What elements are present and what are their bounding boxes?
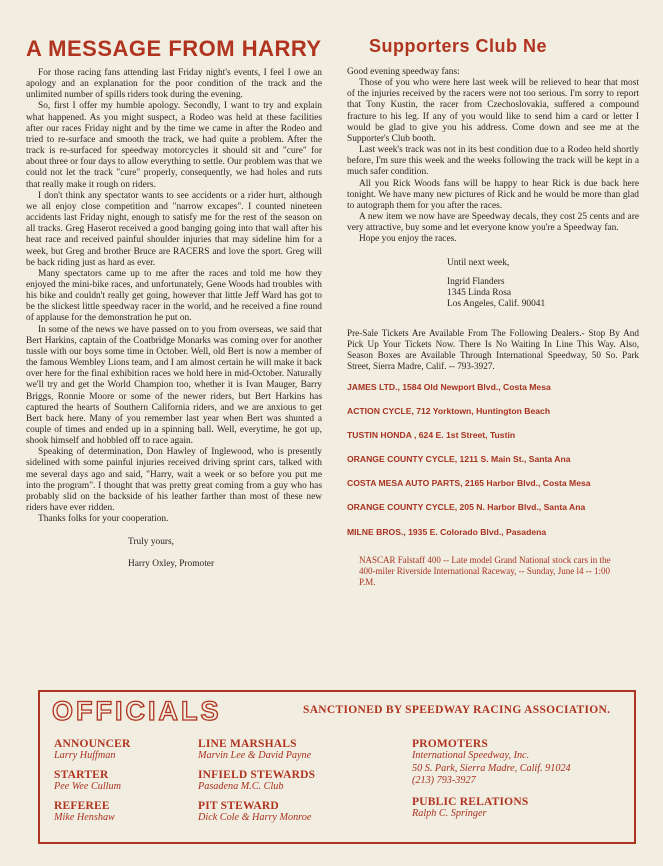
- dealer-list: [347, 382, 639, 537]
- message-paragraph: Speaking of determination, Don Hawley of Inglewood, who is presently sidelined with some painful injuries received driving sprint cars, talked with me several days ago and said, "Harry, wait a week or so before you put me into the program". I thought that was pretty great coming from a guy who has probably slid on the backside of his leather farther than most of these new riders have ever ridden.: [26, 447, 322, 514]
- signoff-street: 1345 Linda Rosa: [447, 287, 512, 298]
- nascar-notice: NASCAR Falstaff 400 -- Late model Grand National stock cars in the 400-miler Riverside International Raceway, -- Sunday, June l4 -- 1:00 P.M.: [359, 554, 611, 587]
- officials-box: [38, 690, 636, 844]
- official-role: PROMOTERS: [412, 738, 488, 750]
- message-signoff: [128, 537, 322, 570]
- signoff-name: Ingrid Flanders: [447, 276, 505, 287]
- dealer-item: TUSTIN HONDA , 624 E. 1st Street, Tustin: [347, 429, 516, 440]
- supporters-greeting: Good evening speedway fans:: [347, 67, 460, 77]
- message-paragraph: I don't think any spectator wants to see accidents or a rider hurt, although we all enjoy close competition and "narrow excapes". I counted nineteen accidents last Friday night, enough to satisfy me for the rest of the season on all tracks. Greg Haserot received a good banging going into that wall after his heat race and received painful shoulder injuries that may sideline him for a week, but Greg and brother Bruce are RACERS and love the sport. Greg will be back riding just as hard as ever.: [26, 190, 322, 268]
- dealer-item: MILNE BROS., 1935 E. Colorado Blvd., Pasadena: [347, 526, 547, 537]
- message-paragraph: Thanks folks for your cooperation.: [38, 514, 169, 525]
- official-name: Pee Wee Cullum: [54, 781, 121, 792]
- supporters-paragraph: All you Rick Woods fans will be happy to hear Rick is due back here tonight. We have many new pictures of Rick and he would be more than glad to autograph them for you after the races.: [347, 178, 639, 211]
- official-role: ANNOUNCER: [54, 738, 131, 750]
- message-title: A MESSAGE FROM HARRY: [26, 36, 322, 61]
- official-role: PIT STEWARD: [198, 800, 279, 812]
- signature-line: Harry Oxley, Promoter: [128, 558, 215, 569]
- official-role: PUBLIC RELATIONS: [412, 795, 529, 808]
- dealer-item: ACTION CYCLE, 712 Yorktown, Huntington Beach: [347, 405, 551, 416]
- official-role: INFIELD STEWARDS: [198, 769, 316, 781]
- official-role: LINE MARSHALS: [198, 738, 297, 750]
- official-role: REFEREE: [54, 800, 110, 812]
- message-paragraph: So, first I offer my humble apology. Secondly, I want to try and explain what happened. As you might suspect, a Rodeo was held at these facilities after our races Friday night and by the time we came in after the Rodeo and tried to re-surface and smooth the track, we had quite a problem. After the track is re-surfaced for speedway motorcycles it should sit and "cure" for about three or four days to allow everything to settle. Our problem was that we could not let the track "cure" properly, consequently, we had holes and ruts that really make it rough on riders.: [26, 101, 323, 190]
- supporters-paragraph: Those of you who were here last week will be relieved to hear that most of the injuries received by the racers were not too serious. I'm sorry to report that Tony Kustin, the racer from Czechoslovakia, suffered a compound fracture to his leg. If any of you would like to send him a card or letter I would be glad to give you his address. Come down and see me at the Supporter's Club booth.: [347, 78, 639, 144]
- officials-column-3: [412, 738, 627, 827]
- official-name: Pasadena M.C. Club: [198, 781, 284, 792]
- message-column: [26, 36, 322, 570]
- officials-column-1: [54, 738, 204, 831]
- supporters-paragraph: Hope you enjoy the races.: [359, 234, 457, 245]
- message-paragraph: In some of the news we have passed on to you from overseas, we said that Bert Harkins, captain of the Coatbridge Monarks was coming over for another tussle with our boys some time in October. Well, old Bert is now a member of the famous Wembley Lions team, and I am almost certain he will make it back over here for the final exhibition races we hold here in mid-October. Naturally we'll try and get the World Champion too, whether it is Ivan Mauger, Barry Briggs, Ronnie Moore or some of the newer riders, but Bert Harkins has captured the hearts of Southern California riders, and we are anxious to get Bert back here. Many of you remember last year when Bert was shunted a couple of times and ended up in a spinning ball. Well, everytime, he got up, shook himself and hobbled off to race again.: [26, 324, 322, 447]
- supporters-paragraph: A new item we now have are Speedway decals, they cost 25 cents and are very attractive, buy some and let everyone know you're a Speedway fan.: [347, 212, 639, 234]
- sanctioned-line: SANCTIONED BY SPEEDWAY RACING ASSOCIATION.: [303, 704, 611, 716]
- official-name: Mike Henshaw: [54, 812, 115, 823]
- dealer-item: COSTA MESA AUTO PARTS, 2165 Harbor Blvd., Costa Mesa: [347, 478, 591, 489]
- official-name: Ralph C. Springer: [412, 807, 487, 819]
- supporters-paragraph: Last week's track was not in its best condition due to a Rodeo held shortly before, I'm sure this week and the weeks following the track will be kept in a much safer condition.: [347, 145, 639, 178]
- officials-column-2: [198, 738, 398, 831]
- signoff-line: Until next week,: [447, 257, 510, 268]
- closing-line: Truly yours,: [128, 537, 175, 548]
- official-name: Dick Cole & Harry Monroe: [198, 812, 312, 823]
- signoff-city: Los Angeles, Calif. 90041: [447, 298, 546, 309]
- supporters-title: Supporters Club Ne: [369, 36, 548, 56]
- supporters-column: [347, 36, 639, 588]
- ticket-notice: Pre-Sale Tickets Are Available From The Following Dealers.- Stop By And Pick Up Your Tickets Now. There Is No Waiting In Line This Way. Also, Season Boxes are Available Through International Speedway, 50 So. Park Street, Sierra Madre, Calif. -- 793-3927.: [347, 327, 639, 371]
- supporters-signoff: [447, 258, 639, 310]
- official-name: Marvin Lee & David Payne: [198, 750, 312, 761]
- promoter-address: 50 S. Park, Sierra Madre, Calif. 91024: [412, 762, 571, 774]
- official-role: STARTER: [54, 769, 109, 781]
- dealer-item: ORANGE COUNTY CYCLE, 1211 S. Main St., Santa Ana: [347, 454, 571, 465]
- officials-title: OFFICIALS: [52, 696, 222, 726]
- promoter-name: International Speedway, Inc.: [412, 750, 530, 761]
- official-name: Larry Huffman: [54, 750, 116, 761]
- message-paragraph: Many spectators came up to me after the races and told me how they enjoyed the mini-bike races, and unfortunately, Gene Woods had troubles with his bike and couldn't really get going, however that little Jeff Ward has got to be the slickest little speedway racer in the world, and he received a fine round of applause for the demonstration he put on.: [26, 268, 322, 324]
- dealer-item: JAMES LTD., 1584 Old Newport Blvd., Costa Mesa: [347, 381, 551, 392]
- message-paragraph: For those racing fans attending last Friday night's events, I feel I owe an apology and an explanation for the poor condition of the track and the unlimited number of spills riders took during the evening.: [26, 68, 322, 101]
- dealer-item: ORANGE COUNTY CYCLE, 205 N. Harbor Blvd., Santa Ana: [347, 502, 586, 513]
- promoter-phone: (213) 793-3927: [412, 775, 476, 786]
